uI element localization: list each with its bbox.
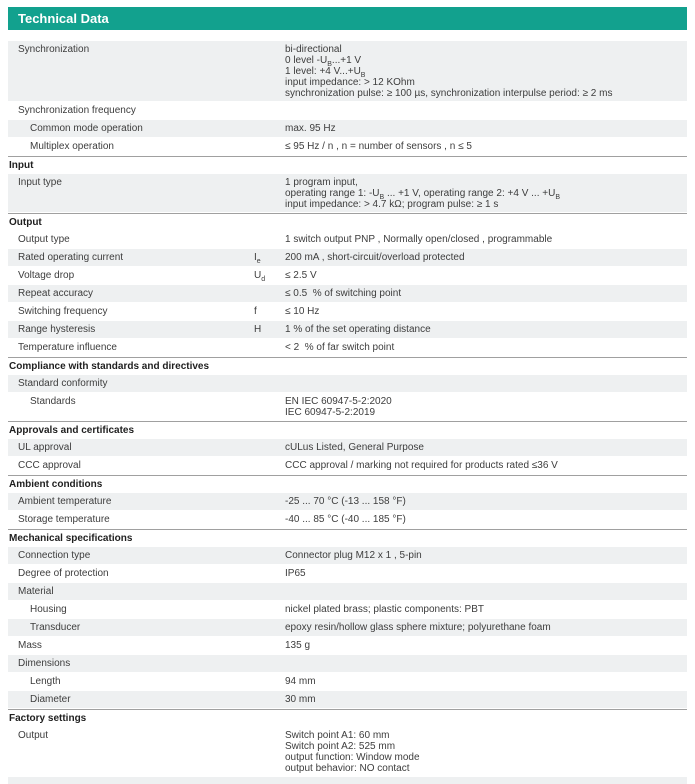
spec-label: Rated operating current	[18, 252, 124, 263]
spec-label: Material	[18, 586, 54, 597]
spec-label: Temperature influence	[18, 342, 117, 353]
spec-label: Synchronization frequency	[18, 105, 136, 116]
spec-row-connection-type	[8, 547, 687, 564]
spec-symbol: $I_e$	[254, 252, 261, 265]
spec-label: Switching frequency	[18, 306, 108, 317]
spec-row-synchronization	[8, 41, 687, 101]
spec-row-mass	[8, 637, 687, 654]
spec-label: Connection type	[18, 550, 91, 561]
spec-value: -40 ... 85 °C (-40 ... 185 °F)	[285, 514, 406, 525]
spec-label: Degree of protection	[18, 568, 109, 579]
spec-value: IP65	[285, 568, 306, 579]
spec-row-synchronization-frequency	[8, 102, 687, 119]
spec-label: Input type	[18, 177, 62, 188]
spec-value: Connector plug M12 x 1 , 5-pin	[285, 550, 422, 561]
spec-value: EN IEC 60947-5-2:2020 IEC 60947-5-2:2019	[285, 396, 392, 418]
spec-label: Ambient temperature	[18, 496, 112, 507]
spec-value: CCC approval / marking not required for products rated ≤36 V	[285, 460, 558, 471]
spec-row-multiplex-operation	[8, 138, 687, 155]
spec-row-material	[8, 583, 687, 600]
spec-value: max. 95 Hz	[285, 123, 336, 134]
spec-row-output	[8, 727, 687, 776]
spec-row-degree-of-protection	[8, 565, 687, 582]
section-header-mechanical-specifications: Mechanical specifications	[8, 529, 687, 547]
spec-row-ambient-temperature	[8, 493, 687, 510]
spec-value: 135 g	[285, 640, 311, 651]
spec-row-range-hysteresis	[8, 321, 687, 338]
spec-symbol: H	[254, 324, 262, 335]
spec-label: UL approval	[18, 442, 72, 453]
spec-row-output-type	[8, 231, 687, 248]
spec-value: 94 mm	[285, 676, 316, 687]
section-header-approvals-and-certificates: Approvals and certificates	[8, 421, 687, 439]
spec-symbol: $U_d$	[254, 270, 266, 283]
spec-value: cULus Listed, General Purpose	[285, 442, 424, 453]
spec-value: nickel plated brass; plastic components: PBT	[285, 604, 484, 615]
spec-row-temperature-influence	[8, 339, 687, 356]
spec-row-standards	[8, 393, 687, 420]
spec-label: CCC approval	[18, 460, 81, 471]
page-title: Technical Data	[8, 7, 687, 30]
table-bottom-row-partial	[8, 777, 687, 784]
spec-label: Housing	[30, 604, 67, 615]
spec-label: Standard conformity	[18, 378, 108, 389]
spec-row-input-type	[8, 174, 687, 212]
spec-value: ≤ 95 Hz / n , n = number of sensors , n ≤ 5	[285, 141, 472, 152]
spec-label: Storage temperature	[18, 514, 110, 525]
spec-label: Output	[18, 730, 49, 741]
spec-row-ccc-approval	[8, 457, 687, 474]
spec-row-dimensions	[8, 655, 687, 672]
spec-row-ul-approval	[8, 439, 687, 456]
spec-row-repeat-accuracy	[8, 285, 687, 302]
spec-row-voltage-drop	[8, 267, 687, 284]
spec-value: < 2 % of far switch point	[285, 342, 395, 353]
spec-value: 1 switch output PNP , Normally open/closed , programmable	[285, 234, 553, 245]
spec-value: ≤ 0.5 % of switching point	[285, 288, 402, 299]
section-header-ambient-conditions: Ambient conditions	[8, 475, 687, 493]
spec-label: Repeat accuracy	[18, 288, 94, 299]
spec-label: Length	[30, 676, 61, 687]
spec-label: Range hysteresis	[18, 324, 96, 335]
spec-value: 1 % of the set operating distance	[285, 324, 431, 335]
spec-row-rated-operating-current	[8, 249, 687, 266]
spec-row-switching-frequency	[8, 303, 687, 320]
spec-row-diameter	[8, 691, 687, 708]
technical-data-table	[8, 41, 687, 776]
spec-value: 200 mA , short-circuit/overload protected	[285, 252, 465, 263]
spec-value: -25 ... 70 °C (-13 ... 158 °F)	[285, 496, 406, 507]
spec-row-transducer	[8, 619, 687, 636]
section-header-factory-settings: Factory settings	[8, 709, 687, 727]
spec-label: Transducer	[30, 622, 81, 633]
spec-row-standard-conformity	[8, 375, 687, 392]
spec-row-storage-temperature	[8, 511, 687, 528]
spec-value: bi-directional 0 level $-U_B...+1$ V 1 level: +4 $V...+U_B$ input impedance: > 12 KOhm synchronization pulse: ≥ 100 µs, synchronization interpulse period: ≥ 2 ms	[285, 44, 613, 99]
spec-symbol: f	[254, 306, 257, 317]
spec-row-housing	[8, 601, 687, 618]
spec-row-length	[8, 673, 687, 690]
spec-value: 1 program input, operating range 1: $-U_B$ ... +1 V, operating range 2: +4 V ... $+U_B$ input impedance: > 4.7 kΩ; program pulse: ≥ 1 s	[285, 177, 560, 210]
spec-value: 30 mm	[285, 694, 316, 705]
spec-value: Switch point A1: 60 mm Switch point A2: 525 mm output function: Window mode output behavior: NO contact	[285, 730, 420, 774]
spec-label: Diameter	[30, 694, 71, 705]
spec-row-common-mode-operation	[8, 120, 687, 137]
spec-label: Synchronization	[18, 44, 90, 55]
spec-label: Output type	[18, 234, 70, 245]
spec-value: epoxy resin/hollow glass sphere mixture; polyurethane foam	[285, 622, 551, 633]
spec-value: ≤ 10 Hz	[285, 306, 320, 317]
section-header-input: Input	[8, 156, 687, 174]
spec-label: Mass	[18, 640, 42, 651]
spec-label: Multiplex operation	[30, 141, 114, 152]
spec-value: ≤ 2.5 V	[285, 270, 317, 281]
spec-label: Voltage drop	[18, 270, 75, 281]
section-header-compliance-with-standards-and-directives: Compliance with standards and directives	[8, 357, 687, 375]
section-header-output: Output	[8, 213, 687, 231]
spec-label: Standards	[30, 396, 76, 407]
spec-label: Dimensions	[18, 658, 71, 669]
spec-label: Common mode operation	[30, 123, 143, 134]
